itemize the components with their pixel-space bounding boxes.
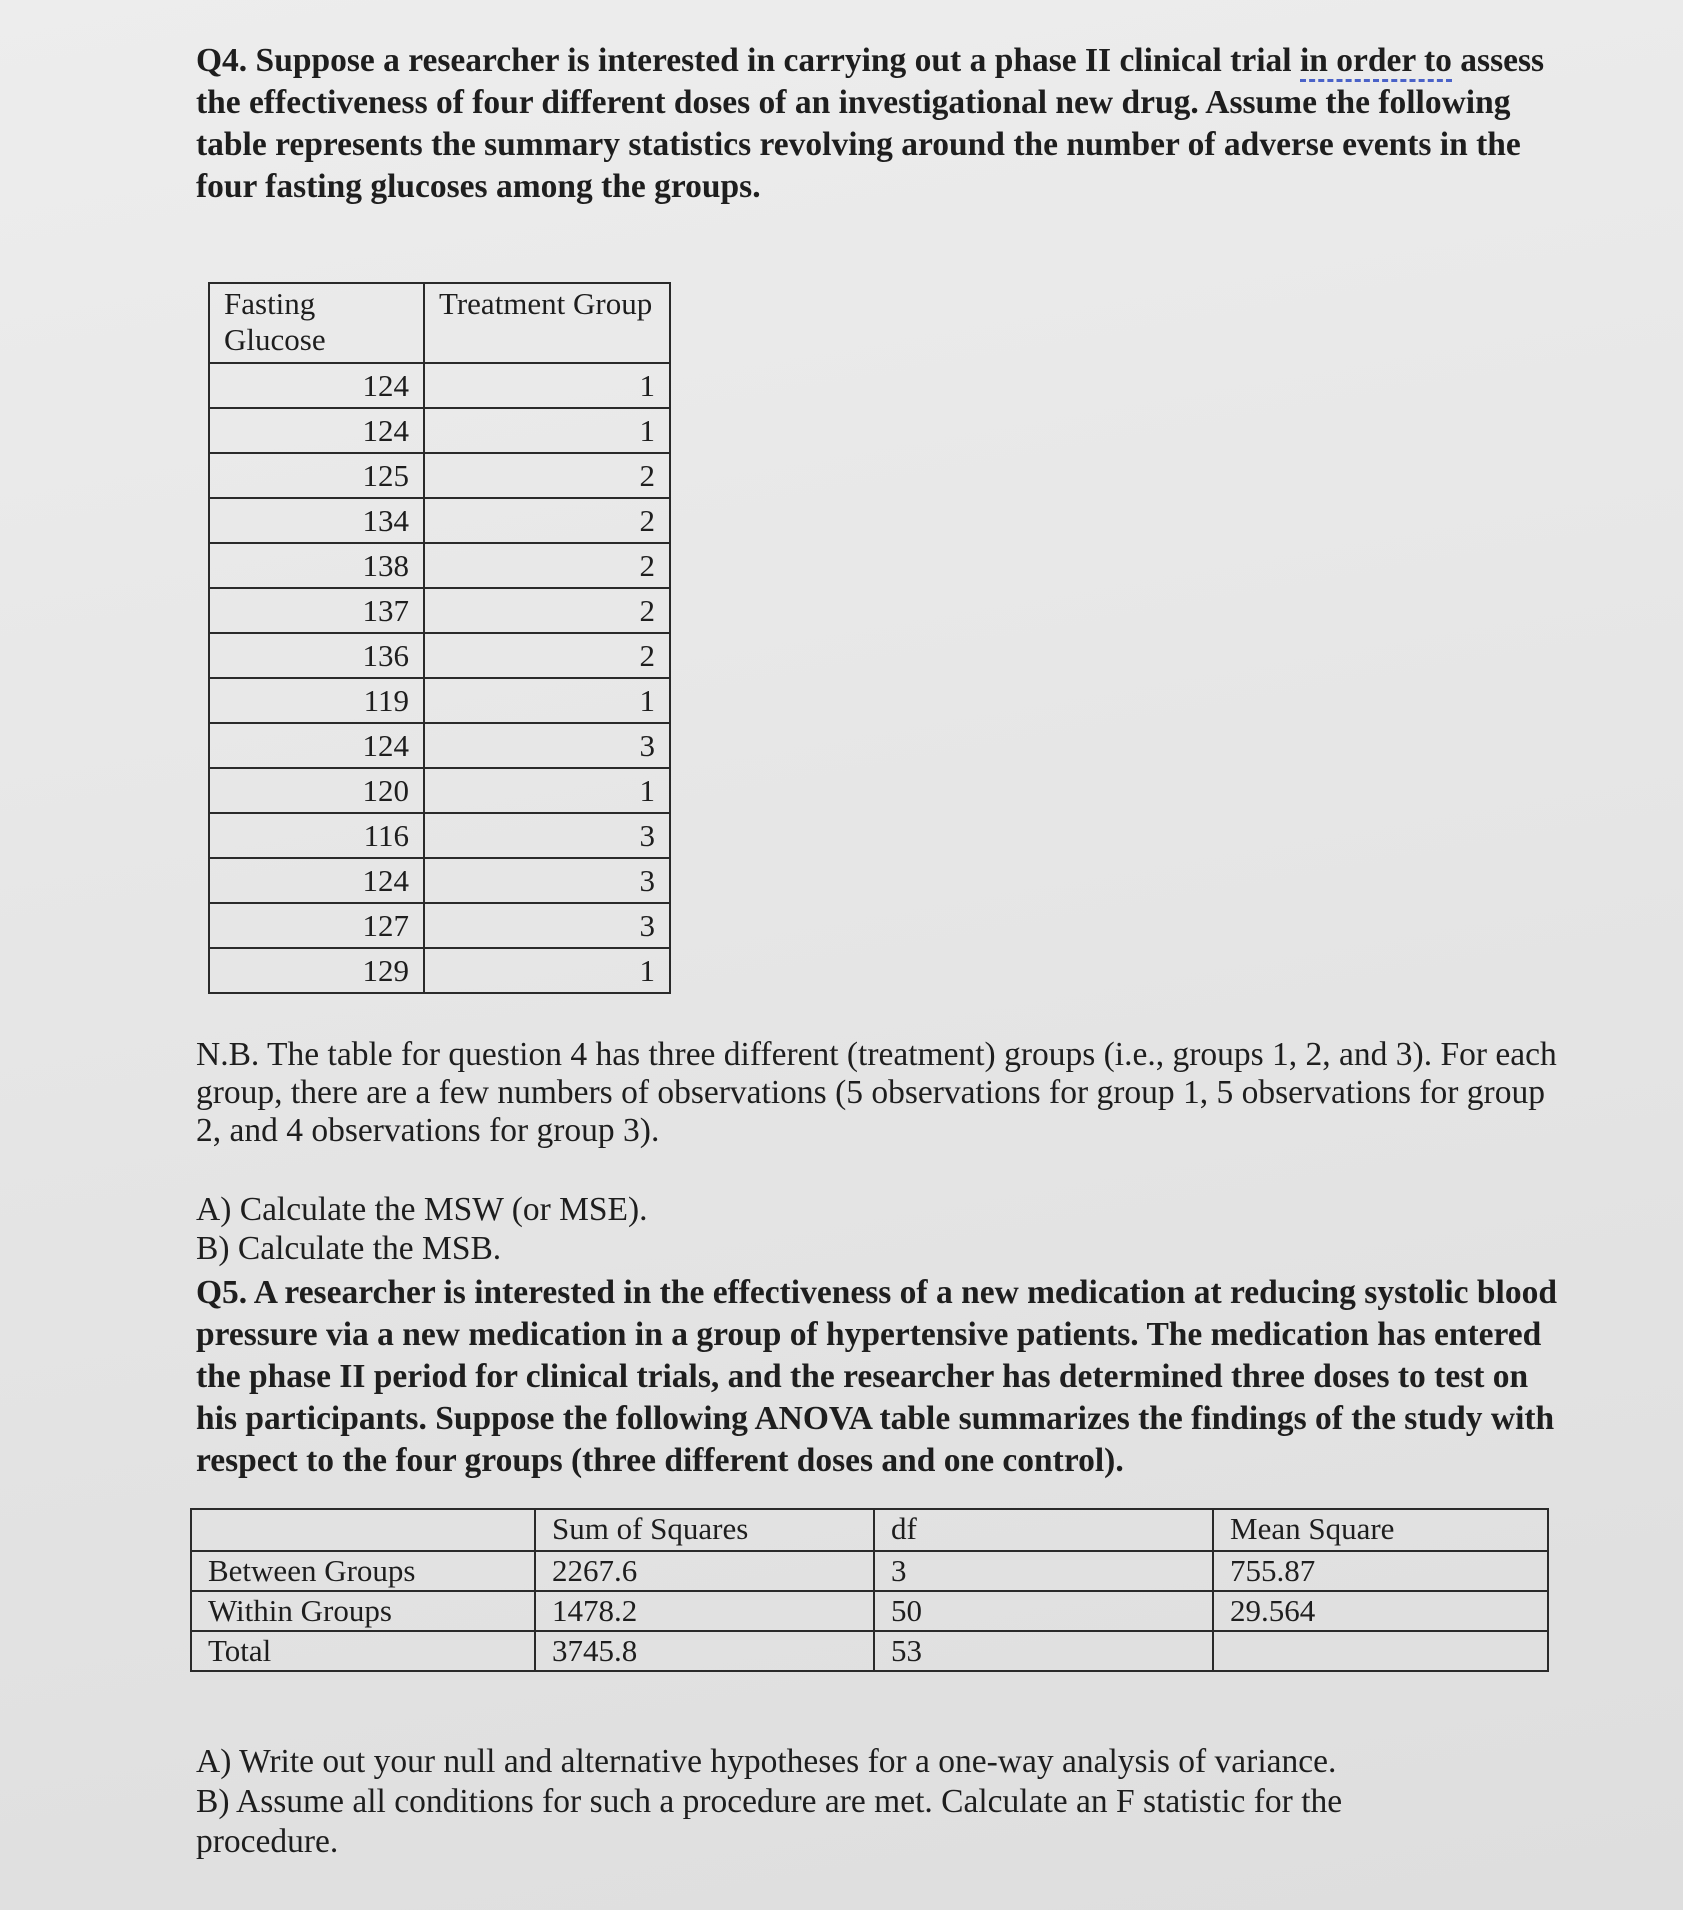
table-row [209,813,670,858]
glucose-cell: 124 [209,363,424,408]
source-cell: Within Groups [191,1591,535,1631]
df-cell: 53 [874,1631,1213,1671]
group-cell: 1 [424,363,670,408]
group-cell: 3 [424,723,670,768]
q5-part-a: A) Write out your null and alternative hypotheses for a one-way analysis of variance. [196,1743,1337,1780]
table-row [209,948,670,993]
group-cell: 1 [424,408,670,453]
table-row [209,543,670,588]
group-cell: 3 [424,813,670,858]
glucose-cell: 124 [209,408,424,453]
group-cell: 3 [424,903,670,948]
group-cell: 2 [424,453,670,498]
q5-prompt: Q5. A researcher is interested in the effectiveness of a new medication at reducing systolic blood pressure via a new medication in a group of hypertensive patients. The medication has entered the phase II period for clinical trials, and the researcher has determined three doses to test on his participants. Suppose the following ANOVA table summarizes the findings of the study with respect to the four groups (three different doses and one control). [196,1274,1557,1479]
q4-prompt-start: Q4. Suppose a researcher is interested in carrying out a phase II clinical trial [196,42,1300,79]
ss-cell: 1478.2 [535,1591,874,1631]
glucose-cell: 124 [209,723,424,768]
group-cell: 2 [424,633,670,678]
ms-cell: 755.87 [1213,1551,1548,1591]
table-row [191,1631,1548,1671]
table-row [209,498,670,543]
glucose-cell: 120 [209,768,424,813]
glucose-cell: 119 [209,678,424,723]
header-source [191,1509,535,1551]
q4-prompt [196,40,1571,208]
group-cell: 2 [424,498,670,543]
table-row [209,633,670,678]
glucose-cell: 137 [209,588,424,633]
table-row [209,903,670,948]
glucose-cell: 127 [209,903,424,948]
table-row [209,408,670,453]
table-row [209,768,670,813]
ms-cell [1213,1631,1548,1671]
table-header-row [209,283,670,363]
glucose-cell: 124 [209,858,424,903]
glucose-cell: 136 [209,633,424,678]
table-row [209,678,670,723]
table-row [209,588,670,633]
ms-cell: 29.564 [1213,1591,1548,1631]
table-row [209,453,670,498]
header-fasting-glucose: Fasting Glucose [209,283,424,363]
group-cell: 3 [424,858,670,903]
fasting-glucose-table [208,282,671,994]
source-cell: Between Groups [191,1551,535,1591]
glucose-cell: 129 [209,948,424,993]
group-cell: 1 [424,948,670,993]
header-sum-of-squares: Sum of Squares [535,1509,874,1551]
q4-prompt-end: assess the effectiveness of four different doses of an investigational new drug. Assume the following table represents the summary statistics revolving around the number of adverse events in the four fasting glucoses among the groups. [196,42,1545,205]
table-row [209,363,670,408]
ss-cell: 3745.8 [535,1631,874,1671]
q4-prompt-underlined: in order to [1300,42,1452,82]
glucose-cell: 116 [209,813,424,858]
header-mean-square: Mean Square [1213,1509,1548,1551]
group-cell: 1 [424,768,670,813]
q4-part-b: B) Calculate the MSB. [196,1230,502,1267]
group-cell: 2 [424,588,670,633]
df-cell: 3 [874,1551,1213,1591]
header-treatment-group: Treatment Group [424,283,670,363]
glucose-cell: 134 [209,498,424,543]
df-cell: 50 [874,1591,1213,1631]
header-df: df [874,1509,1213,1551]
table-row [191,1591,1548,1631]
source-cell: Total [191,1631,535,1671]
anova-table [190,1508,1549,1672]
table-row [209,723,670,768]
glucose-cell: 125 [209,453,424,498]
q5-part-b-line2: procedure. [196,1823,339,1860]
table-header-row [191,1509,1548,1551]
ss-cell: 2267.6 [535,1551,874,1591]
glucose-cell: 138 [209,543,424,588]
q4-part-a: A) Calculate the MSW (or MSE). [196,1191,648,1228]
group-cell: 2 [424,543,670,588]
q5-part-b-line1: B) Assume all conditions for such a procedure are met. Calculate an F statistic for the [196,1783,1343,1820]
table-row [191,1551,1548,1591]
table-row [209,858,670,903]
q4-note: N.B. The table for question 4 has three different (treatment) groups (i.e., groups 1, 2, and 3). For each group, there are a few numbers of observations (5 observations for group 1, 5 observations for group 2, and 4 observations for group 3). [196,1036,1557,1149]
group-cell: 1 [424,678,670,723]
